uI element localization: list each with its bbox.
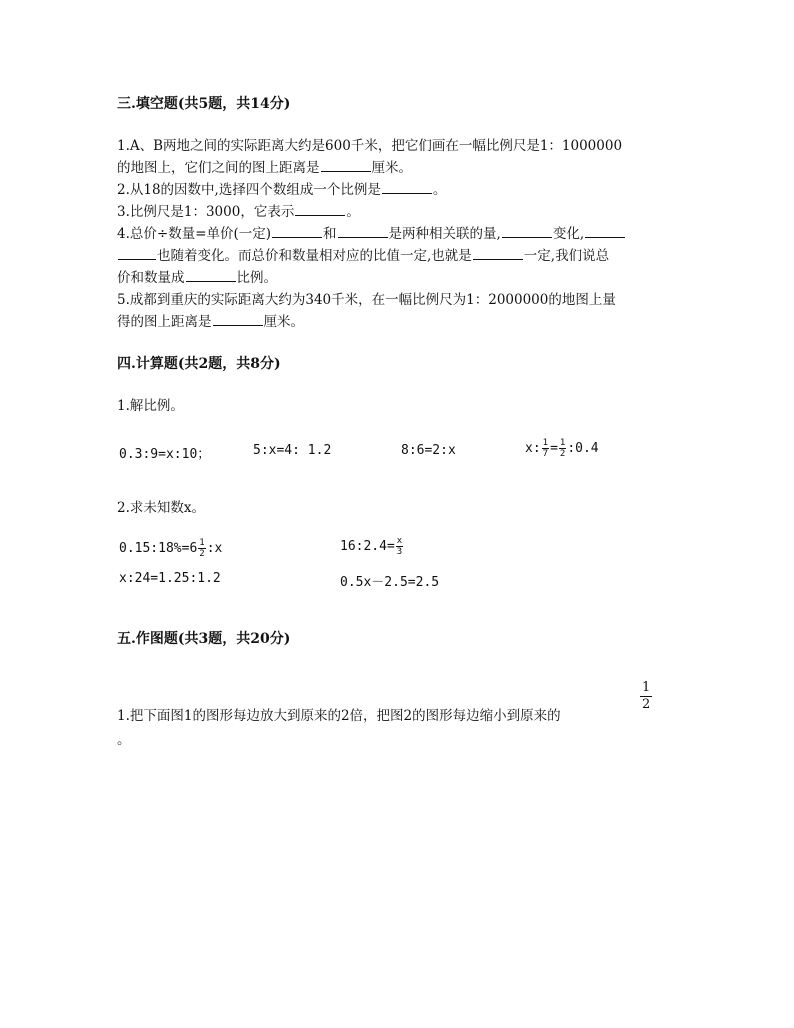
q5-1-line-2: 。 (117, 732, 131, 748)
q3-1-line-1: 1.A、B两地之间的实际距离大约是600千米，把它们画在一幅比例尺是1：1000000 (117, 138, 623, 154)
q3-4-line-3: 价和数量成 比例。 (117, 270, 277, 286)
fraction: $\frac{1}{2}$ (199, 538, 205, 559)
answer-blank (321, 159, 371, 172)
q3-3: 3.比例尺是1：3000，它表示 。 (117, 204, 360, 220)
equation-2: 5:x=4: 1.2 (253, 443, 332, 458)
answer-blank (473, 247, 523, 260)
section-5-title: 五.作图题(共3题，共20分) (117, 631, 291, 647)
section-4-title: 四.计算题(共2题，共8分) (117, 356, 281, 372)
equation-1: 0.3:9=x:10； (119, 447, 211, 462)
q3-4-line-2: 也随着变化。而总价和数量相对应的比值一定,也就是 一定,我们说总 (117, 245, 609, 267)
equation-7: x:24=1.25:1.2 (119, 571, 221, 586)
answer-blank (338, 225, 388, 238)
q3-4-line-1: 4.总价÷数量=单价(一定) 和 是两种相关联的量, 变化, (117, 223, 626, 245)
q4-1: 1.解比例。 (117, 398, 184, 414)
answer-blank (213, 313, 263, 326)
equation-6: 16:2.4= $\frac{x}{3}$ (340, 536, 403, 557)
q4-2: 2.求未知数x。 (117, 500, 205, 516)
fraction: $\frac{1}{7}$ (542, 438, 549, 459)
q3-5-line-2: 得的图上距离是 厘米。 (117, 314, 304, 330)
answer-blank (502, 225, 552, 238)
q3-1-line-2: 的地图上，它们之间的图上距离是 厘米。 (117, 160, 412, 176)
equation-4: x: $\frac{1}{7}$ = $\frac{1}{2}$ :0.4 (525, 438, 599, 459)
q3-2: 2.从18的因数中,选择四个数组成一个比例是 。 (117, 182, 447, 198)
half-fraction: 1 2 (642, 680, 651, 712)
answer-blank (295, 203, 345, 216)
equation-5: 0.15:18%=6 $\frac{1}{2}$ :x (119, 538, 223, 559)
q3-5-line-1: 5.成都到重庆的实际距离大约为340千米，在一幅比例尺为1：2000000的地图上量 (117, 292, 616, 308)
answer-blank (585, 225, 625, 238)
answer-blank (118, 247, 156, 260)
equation-3: 8:6=2:x (401, 443, 456, 458)
equation-8: 0.5x－2.5=2.5 (340, 575, 440, 590)
section-3-title: 三.填空题(共5题，共14分) (117, 96, 291, 112)
answer-blank (186, 269, 236, 282)
answer-blank (272, 225, 322, 238)
q5-1-line-1: 1.把下面图1的图形每边放大到原来的2倍，把图2的图形每边缩小到原来的 (117, 708, 561, 724)
fraction: $\frac{1}{2}$ (559, 438, 566, 459)
answer-blank (382, 181, 432, 194)
fraction: $\frac{x}{3}$ (396, 536, 403, 557)
